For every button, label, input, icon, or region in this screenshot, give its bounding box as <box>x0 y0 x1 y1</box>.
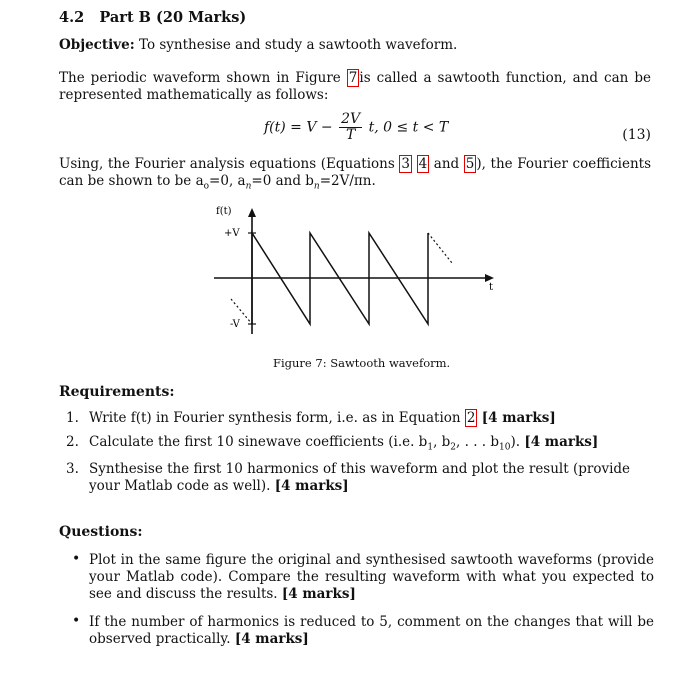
fourier-text-3: =0, a <box>209 173 246 189</box>
equation-ref-2-link[interactable]: 2 <box>466 410 476 426</box>
equation-ref-5-link[interactable]: 5 <box>465 156 475 172</box>
equation-rhs: t, 0 ≤ t < T <box>368 119 449 136</box>
item-text: Calculate the first 10 sinewave coefficients (i.e. $b_1$, $b_2$, . . . $b_{10}$). [4 marks] <box>89 434 599 453</box>
item-number: 3. <box>66 461 79 477</box>
section-title: Part B (20 Marks) <box>99 9 247 26</box>
dotted-tail <box>428 233 452 263</box>
fraction-denominator: T <box>345 127 356 143</box>
intro-paragraph <box>59 70 651 104</box>
item-text <box>89 614 654 648</box>
x-axis-label: t <box>489 282 494 293</box>
objective-label: Objective: <box>59 37 135 53</box>
req2-text-d: ). <box>510 434 521 450</box>
y-axis-arrow <box>248 208 256 217</box>
objective-text: To synthesise and study a sawtooth waveform. <box>138 37 458 53</box>
item-text <box>89 552 654 603</box>
list-item <box>66 461 656 501</box>
fourier-text-5: =2V/πn. <box>319 173 376 189</box>
neg-v-label: -V <box>230 319 240 330</box>
section-heading <box>59 9 246 26</box>
requirements-heading: Requirements: <box>59 384 175 400</box>
fourier-text-2: ), the Fourier coefficients can be shown to be a <box>59 156 652 189</box>
item-text <box>89 410 654 427</box>
fourier-text-1: Using, the Fourier analysis equations (Equations <box>59 156 395 172</box>
equation-ref-4-link[interactable]: 4 <box>418 156 428 172</box>
q1-text: Plot in the same figure the original and synthesised sawtooth waveforms (provide your Matlab code). Compare the resulting waveform with what you expected to see and discuss the results. <box>89 552 654 602</box>
item-text <box>89 461 654 495</box>
questions-list <box>66 552 656 654</box>
req2-text-b: , b <box>433 434 451 450</box>
x-axis-arrow <box>485 274 494 282</box>
item-number: 2. <box>66 434 79 450</box>
equation-ref-3-link[interactable]: 3 <box>401 156 410 172</box>
figure-caption: Figure 7: Sawtooth waveform. <box>273 356 451 370</box>
pos-v-label: +V <box>224 228 240 239</box>
objective-line <box>59 37 457 53</box>
equation-13 <box>264 112 448 143</box>
section-number: 4.2 <box>59 9 85 26</box>
fourier-text-4: =0 and b <box>251 173 314 189</box>
intro-text-2: is called a sawtooth function, and can be represented mathematically as follows: <box>59 70 651 103</box>
list-item <box>66 614 656 654</box>
item-number: 1. <box>66 410 79 426</box>
equation-fraction <box>339 112 362 143</box>
requirements-list <box>66 410 656 501</box>
q2-marks: [4 marks] <box>234 631 309 647</box>
q1-marks: [4 marks] <box>281 586 356 602</box>
req2-text-a: Calculate the first 10 sinewave coefficients (i.e. b <box>89 434 428 450</box>
req2-text-c: , . . . b <box>456 434 500 450</box>
sawtooth-figure <box>200 196 500 346</box>
bullet-icon: • <box>72 613 81 629</box>
req2-marks: [4 marks] <box>524 434 599 450</box>
equation-lhs: f(t) = V − <box>264 119 333 136</box>
list-item <box>66 434 656 461</box>
list-item <box>66 410 656 434</box>
req1-marks: [4 marks] <box>481 410 556 426</box>
req3-text: Synthesise the first 10 harmonics of this waveform and plot the result (provide your Matlab code as well). <box>89 461 631 494</box>
intro-text-1: The periodic waveform shown in Figure <box>59 70 341 86</box>
equation-number: (13) <box>622 127 651 143</box>
figure-ref-link[interactable]: 7 <box>348 70 358 86</box>
fourier-and: and <box>433 156 460 172</box>
fourier-paragraph: Using, the Fourier analysis equations (Equations 3 4 and 5 ), the Fourier coefficients can be shown to be $a_o=0$, $a_n=0$ and $b_n=2V/\pi n$. <box>59 156 652 192</box>
fraction-numerator: 2V <box>341 111 361 127</box>
q2-text: If the number of harmonics is reduced to 5, comment on the changes that will be observed practically. <box>89 614 654 647</box>
req1-text: Write f(t) in Fourier synthesis form, i.e. as in Equation <box>89 410 461 426</box>
req3-marks: [4 marks] <box>274 478 349 494</box>
questions-heading: Questions: <box>59 524 143 540</box>
y-axis-label: f(t) <box>216 206 232 217</box>
list-item <box>66 552 656 614</box>
bullet-icon: • <box>72 551 81 567</box>
